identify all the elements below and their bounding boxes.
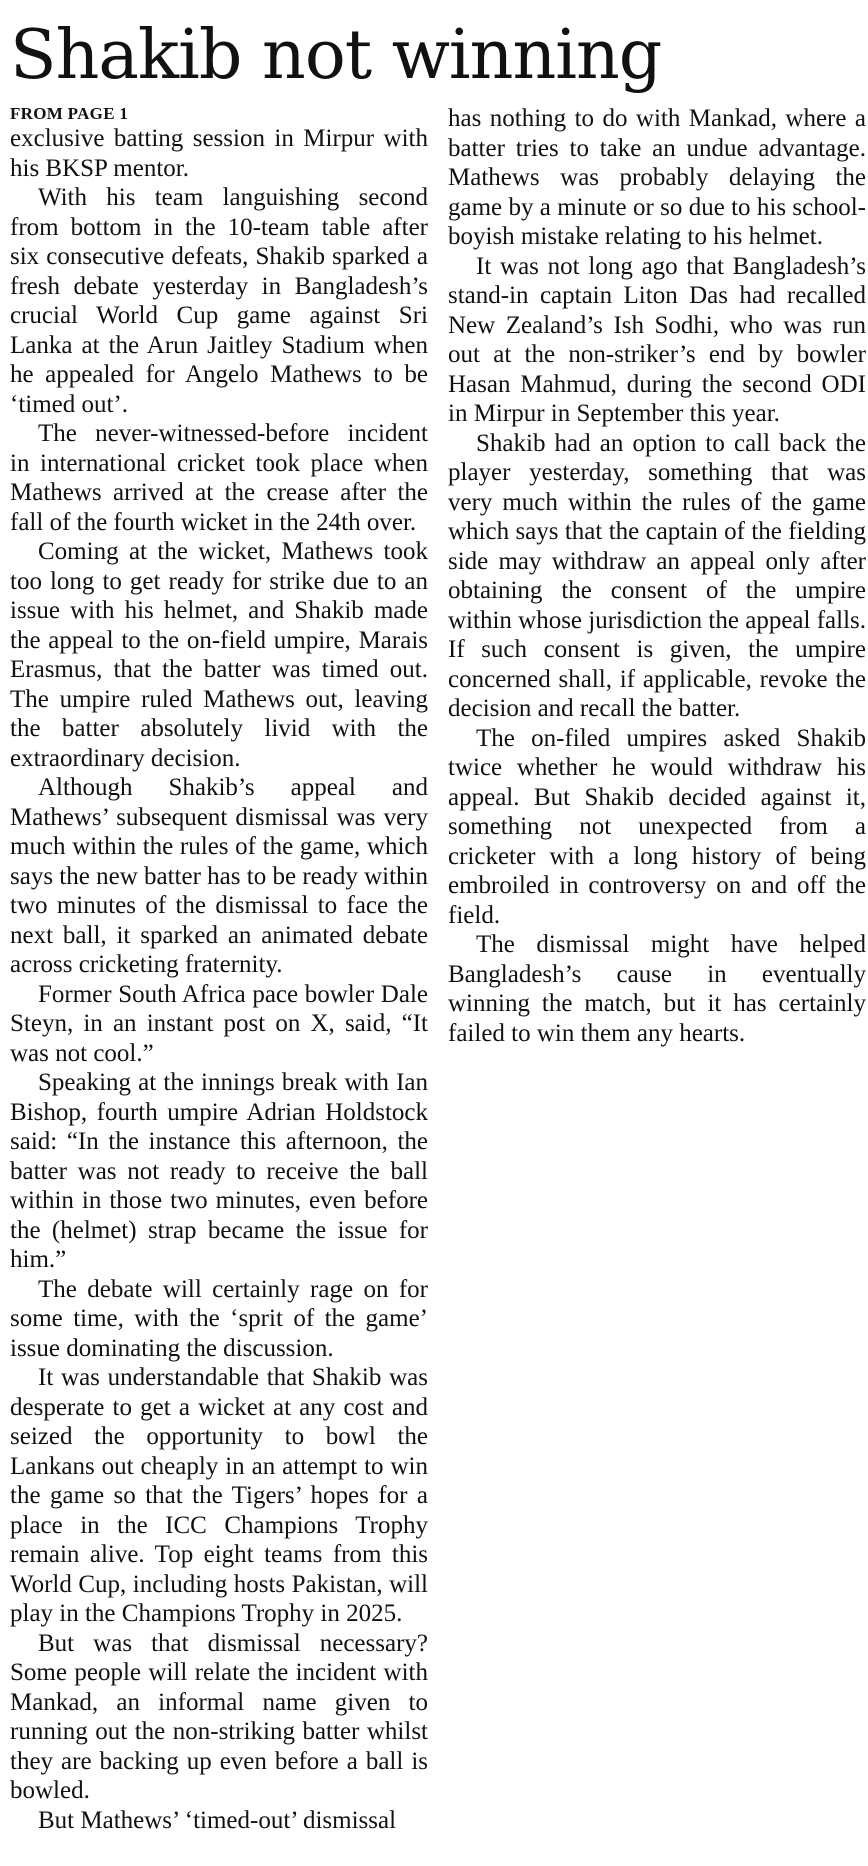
paragraph: But Mathews’ ‘timed-out’ dismissal — [38, 1806, 397, 1834]
paragraph: The on-filed umpires asked Shakib twice whether he would withdraw his appeal. But Shakib decided against it, something not unexpected from a cricketer with a long history of being embroiled in controversy on and off the field. — [448, 724, 866, 929]
paragraph: Although Shakib’s appeal and Mathews’ subsequent dismissal was very much within the rules of the game, which says the new batter has to be ready within two minutes of the dismissal to face the next ball, it sparked an animated debate across cricketing fraternity. — [10, 774, 428, 978]
paragraph: Former South Africa pace bowler Dale Steyn, in an instant post on X, said, “It was not cool.” — [10, 980, 428, 1067]
paragraph: Shakib had an option to call back the player yesterday, something that was very much within the rules of the game which says that the captain of the fielding side may withdraw an appeal only after obtaining the consent of the umpire within whose jurisdiction the appeal falls. If such consent is given, the umpire concerned shall, if applicable, revoke the decision and recall the batter. — [448, 429, 866, 722]
paragraph: It was not long ago that Bangladesh’s stand-in captain Liton Das had recalled New Zealand’s Ish Sodhi, who was run out at the non-striker’s end by bowler Hasan Mahmud, during the second ODI in Mirpur in September this year. — [448, 252, 866, 427]
paragraph: With his team languishing second from bottom in the 10-team table after six consecutive defeats, Shakib sparked a fresh debate yesterday in Bangladesh’s crucial World Cup game against Sri Lanka at the Arun Jaitley Stadium when he appealed for Angelo Mathews to be ‘timed out’. — [10, 184, 428, 418]
paragraph: exclusive batting session in Mirpur with his BKSP mentor. — [10, 125, 428, 182]
paragraph: has nothing to do with Mankad, where a batter tries to take an undue advantage. Mathews was probably delaying the game by a minute or so due to his school-boyish mistake relating to his helmet. — [448, 105, 866, 250]
paragraph: The never-witnessed-before incident in international cricket took place when Mathews arrived at the crease after the fall of the fourth wicket in the 24th over. — [10, 420, 428, 536]
paragraph: It was understandable that Shakib was desperate to get a wicket at any cost and seized the opportunity to bowl the Lankans out cheaply in an attempt to win the game so that the Tigers’ hopes for a place in the ICC Champions Trophy remain alive. Top eight teams from this World Cup, including hosts Pakistan, will play in the Champions Trophy in 2025. — [10, 1364, 428, 1627]
article-column-right — [448, 104, 866, 1048]
paragraph: Coming at the wicket, Mathews took too long to get ready for strike due to an issue with his helmet, and Shakib made the appeal to the on-field umpire, Marais Erasmus, that the batter was timed out. The umpire ruled Mathews out, leaving the batter absolutely livid with the extraordinary decision. — [10, 538, 428, 772]
paragraph: Speaking at the innings break with Ian Bishop, fourth umpire Adrian Holdstock said: “In the instance this afternoon, the batter was not ready to receive the ball within in those two minutes, even before the (helmet) strap became the issue for him.” — [10, 1069, 428, 1273]
article-column-left — [10, 104, 428, 1835]
paragraph: The debate will certainly rage on for some time, with the ‘sprit of the game’ issue dominating the discussion. — [10, 1275, 428, 1362]
continued-from-label: FROM PAGE 1 — [10, 104, 129, 123]
headline: Shakib not winning — [10, 16, 662, 95]
paragraph: But was that dismissal necessary? Some people will relate the incident with Mankad, an informal name given to running out the non-striking batter whilst they are backing up even before a ball is bowled. — [10, 1629, 428, 1804]
paragraph: The dismissal might have helped Bangladesh’s cause in eventually winning the match, but it has certainly failed to win them any hearts. — [448, 931, 866, 1047]
